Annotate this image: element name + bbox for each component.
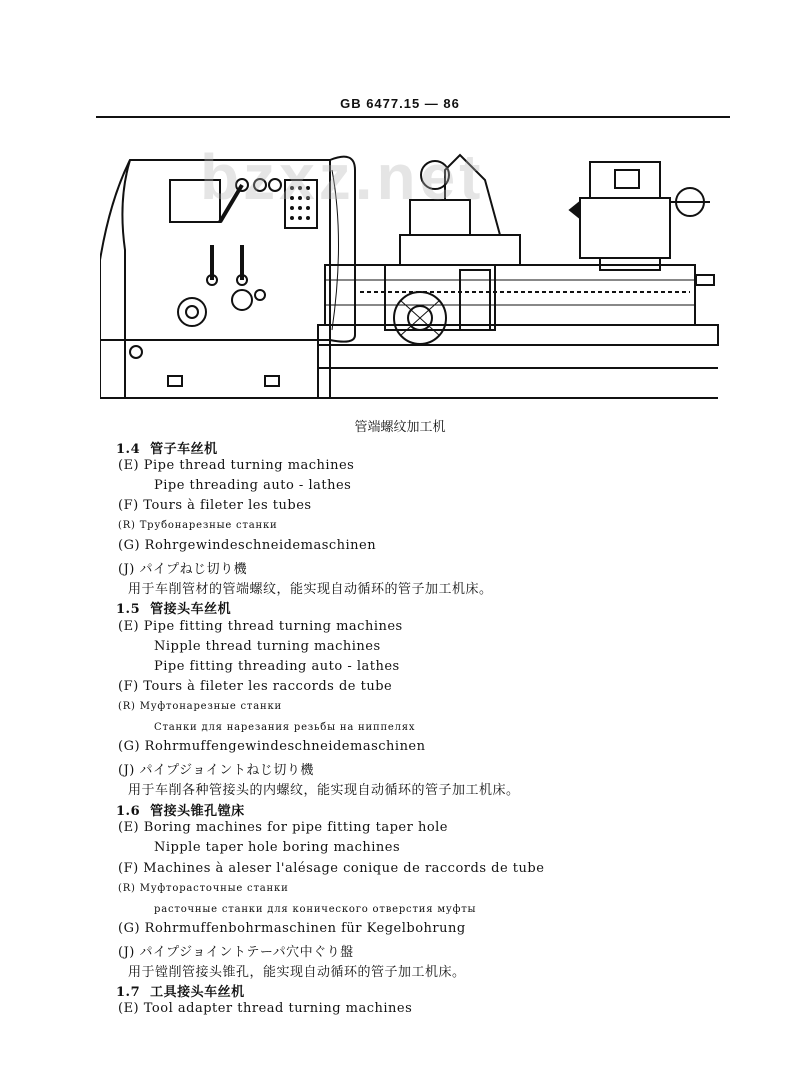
term-french: (F) Tours à fileter les tubes <box>118 498 312 513</box>
definition: 用于镗削管接头锥孔，能实现自动循环的管子加工机床。 <box>128 965 466 980</box>
term-german: (G) Rohrgewindeschneidemaschinen <box>118 538 377 553</box>
standard-number-header: GB 6477.15 — 86 <box>340 96 460 111</box>
figure-caption: 管端螺纹加工机 <box>354 420 446 435</box>
section-1-5-heading: 1.5 管接头车丝机 <box>116 602 232 617</box>
term-french: (F) Tours à fileter les raccords de tube <box>118 679 393 694</box>
term-russian: (R) Муфтонарезные станки <box>118 701 283 712</box>
section-1-6-heading: 1.6 管接头锥孔镗床 <box>116 804 245 819</box>
definition: 用于车削管材的管端螺纹，能实现自动循环的管子加工机床。 <box>128 582 493 597</box>
term-russian-alt: Станки для нарезания резьбы на ниппелях <box>154 722 416 733</box>
term-english: (E) Pipe fitting thread turning machines <box>118 619 403 634</box>
term-russian: (R) Трубонарезные станки <box>118 520 278 531</box>
term-german: (G) Rohrmuffengewindeschneidemaschinen <box>118 739 426 754</box>
term-japanese: (J) パイプジョイントねじ切り機 <box>118 763 314 778</box>
term-russian-alt: расточные станки для конического отверстия муфты <box>154 904 477 915</box>
term-japanese: (J) パイプねじ切り機 <box>118 562 248 577</box>
term-english-alt: Pipe threading auto - lathes <box>154 478 352 493</box>
term-english-alt: Pipe fitting threading auto - lathes <box>154 659 400 674</box>
term-german: (G) Rohrmuffenbohrmaschinen für Kegelbohrung <box>118 921 466 936</box>
term-french: (F) Machines à aleser l'alésage conique de raccords de tube <box>118 861 545 876</box>
term-english: (E) Tool adapter thread turning machines <box>118 1001 413 1016</box>
header-rule <box>96 116 730 118</box>
definition: 用于车削各种管接头的内螺纹，能实现自动循环的管子加工机床。 <box>128 783 520 798</box>
section-1-4-heading: 1.4 管子车丝机 <box>116 442 218 457</box>
watermark: bzxz.net <box>200 141 485 213</box>
term-russian: (R) Муфторасточные станки <box>118 883 289 894</box>
term-english: (E) Pipe thread turning machines <box>118 458 355 473</box>
section-1-7-heading: 1.7 工具接头车丝机 <box>116 985 245 1000</box>
term-english-alt: Nipple taper hole boring machines <box>154 840 401 855</box>
term-english-alt: Nipple thread turning machines <box>154 639 381 654</box>
term-english: (E) Boring machines for pipe fitting taper hole <box>118 820 449 835</box>
term-japanese: (J) パイプジョイントテーパ穴中ぐり盤 <box>118 945 354 960</box>
